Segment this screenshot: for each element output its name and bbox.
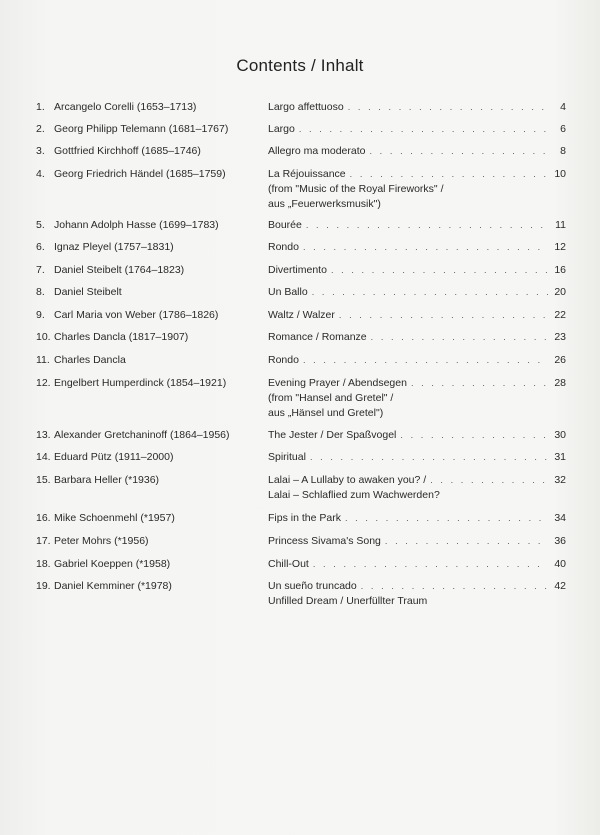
piece-title: Chill-Out [268, 558, 309, 570]
composer-name: Gabriel Koeppen (*1958) [54, 558, 171, 570]
composer-name: Barbara Heller (*1936) [54, 474, 160, 486]
composer-cell [36, 428, 264, 443]
piece-title: Un sueño truncado [268, 580, 357, 592]
entry-number: 2. [36, 123, 45, 135]
composer-name: Eduard Pütz (1911–2000) [54, 451, 174, 463]
page-number: 16 [554, 264, 566, 276]
leader-dots [385, 534, 548, 549]
leader-dots [313, 557, 548, 572]
entry-number: 4. [36, 168, 45, 180]
piece-title: Fips in the Park [268, 512, 341, 524]
piece-title: Largo [268, 123, 295, 135]
composer-name: Charles Dancla [54, 354, 126, 366]
piece-cell [268, 353, 566, 368]
entry-number: 7. [36, 264, 45, 276]
page-number: 30 [554, 429, 566, 441]
composer-name: Daniel Steibelt (1764–1823) [54, 264, 185, 276]
composer-cell [36, 534, 264, 549]
composer-name: Alexander Gretchaninoff (1864–1956) [54, 429, 230, 441]
leader-dots [411, 376, 548, 391]
piece-cell [268, 263, 566, 278]
page-number: 11 [555, 219, 566, 231]
page-number: 8 [560, 145, 566, 157]
composer-cell [36, 100, 264, 115]
page-number: 23 [554, 331, 566, 343]
piece-subtitle: aus „Feuerwerksmusik") [268, 198, 381, 210]
entry-number: 17. [36, 535, 51, 547]
leader-dots [371, 330, 548, 345]
leader-dots [350, 167, 548, 182]
piece-cell [268, 167, 566, 212]
piece-title: Evening Prayer / Abendsegen [268, 377, 407, 389]
page-number: 10 [554, 168, 566, 180]
entry-number: 8. [36, 286, 45, 298]
page-number: 4 [560, 101, 566, 113]
piece-cell [268, 534, 566, 549]
piece-cell [268, 122, 566, 137]
entry-number: 6. [36, 241, 45, 253]
piece-title: Bourée [268, 219, 302, 231]
page-title: Contents / Inhalt [236, 56, 364, 75]
composer-cell [36, 330, 264, 345]
entry-number: 9. [36, 309, 45, 321]
composer-cell [36, 450, 264, 465]
composer-cell [36, 473, 264, 488]
composer-name: Daniel Steibelt [54, 286, 122, 298]
leader-dots [430, 473, 548, 488]
leader-dots [345, 511, 548, 526]
page-number: 34 [554, 512, 566, 524]
composer-cell [36, 353, 264, 368]
leader-dots [306, 218, 548, 233]
page-number: 12 [554, 241, 566, 253]
piece-title: Un Ballo [268, 286, 308, 298]
piece-cell [268, 100, 566, 115]
composer-cell [36, 263, 264, 278]
composer-name: Mike Schoenmehl (*1957) [54, 512, 175, 524]
piece-subtitle: aus „Hänsel und Gretel") [268, 407, 384, 419]
page-number: 31 [554, 451, 566, 463]
entry-number: 12. [36, 377, 51, 389]
piece-cell [268, 428, 566, 443]
piece-cell [268, 450, 566, 465]
piece-cell [268, 218, 566, 233]
piece-subtitle: Unfilled Dream / Unerfüllter Traum [268, 595, 428, 607]
leader-dots [303, 240, 548, 255]
page-number: 32 [554, 474, 566, 486]
piece-cell [268, 285, 566, 300]
page-number: 40 [554, 558, 566, 570]
piece-subtitle: (from "Music of the Royal Fireworks" / [268, 183, 444, 195]
leader-dots [331, 263, 548, 278]
piece-cell [268, 144, 566, 159]
piece-title: Lalai – A Lullaby to awaken you? / [268, 474, 427, 486]
composer-name: Ignaz Pleyel (1757–1831) [54, 241, 174, 253]
composer-name: Arcangelo Corelli (1653–1713) [54, 101, 197, 113]
leader-dots [310, 450, 548, 465]
page-number: 26 [554, 354, 566, 366]
composer-cell [36, 167, 264, 182]
leader-dots [299, 122, 548, 137]
piece-cell [268, 579, 566, 609]
composer-cell [36, 308, 264, 323]
composer-cell [36, 511, 264, 526]
piece-title: Largo affettuoso [268, 101, 344, 113]
piece-title: Waltz / Walzer [268, 309, 335, 321]
piece-title: Divertimento [268, 264, 327, 276]
composer-name: Georg Friedrich Händel (1685–1759) [54, 168, 226, 180]
composer-cell [36, 376, 264, 391]
leader-dots [369, 144, 548, 159]
piece-title: The Jester / Der Spaßvogel [268, 429, 397, 441]
leader-dots [312, 285, 548, 300]
page-number: 36 [554, 535, 566, 547]
entry-number: 5. [36, 219, 45, 231]
piece-title: Rondo [268, 241, 299, 253]
piece-cell [268, 376, 566, 421]
entry-number: 18. [36, 558, 51, 570]
composer-cell [36, 218, 264, 233]
leader-dots [400, 428, 548, 443]
leader-dots [339, 308, 548, 323]
entry-number: 16. [36, 512, 51, 524]
entry-number: 13. [36, 429, 51, 441]
entry-number: 3. [36, 145, 45, 157]
composer-cell [36, 144, 264, 159]
piece-cell [268, 473, 566, 503]
entry-number: 11. [36, 354, 50, 366]
leader-dots [361, 579, 548, 594]
piece-cell [268, 557, 566, 572]
piece-cell [268, 308, 566, 323]
entry-number: 19. [36, 580, 51, 592]
composer-name: Engelbert Humperdinck (1854–1921) [54, 377, 227, 389]
entry-number: 10. [36, 331, 51, 343]
entry-number: 15. [36, 474, 51, 486]
entry-number: 14. [36, 451, 51, 463]
piece-title: Spiritual [268, 451, 306, 463]
page-number: 22 [554, 309, 566, 321]
composer-cell [36, 579, 264, 594]
piece-title: La Réjouissance [268, 168, 346, 180]
piece-subtitle: (from "Hansel and Gretel" / [268, 392, 394, 404]
composer-name: Charles Dancla (1817–1907) [54, 331, 189, 343]
composer-cell [36, 285, 264, 300]
piece-cell [268, 511, 566, 526]
leader-dots [348, 100, 548, 115]
composer-cell [36, 557, 264, 572]
piece-title: Romance / Romanze [268, 331, 367, 343]
piece-cell [268, 330, 566, 345]
composer-name: Carl Maria von Weber (1786–1826) [54, 309, 219, 321]
composer-name: Georg Philipp Telemann (1681–1767) [54, 123, 229, 135]
piece-title: Allegro ma moderato [268, 145, 366, 157]
composer-name: Peter Mohrs (*1956) [54, 535, 149, 547]
page-number: 20 [554, 286, 566, 298]
page-number: 6 [560, 123, 566, 135]
leader-dots [303, 353, 548, 368]
composer-name: Gottfried Kirchhoff (1685–1746) [54, 145, 201, 157]
composer-cell [36, 240, 264, 255]
piece-subtitle: Lalai – Schlaflied zum Wachwerden? [268, 489, 440, 501]
composer-name: Johann Adolph Hasse (1699–1783) [54, 219, 219, 231]
page-number: 28 [554, 377, 566, 389]
composer-cell [36, 122, 264, 137]
piece-title: Rondo [268, 354, 299, 366]
piece-cell [268, 240, 566, 255]
composer-name: Daniel Kemminer (*1978) [54, 580, 172, 592]
piece-title: Princess Sivama's Song [268, 535, 381, 547]
entry-number: 1. [36, 101, 45, 113]
page-number: 42 [554, 580, 566, 592]
